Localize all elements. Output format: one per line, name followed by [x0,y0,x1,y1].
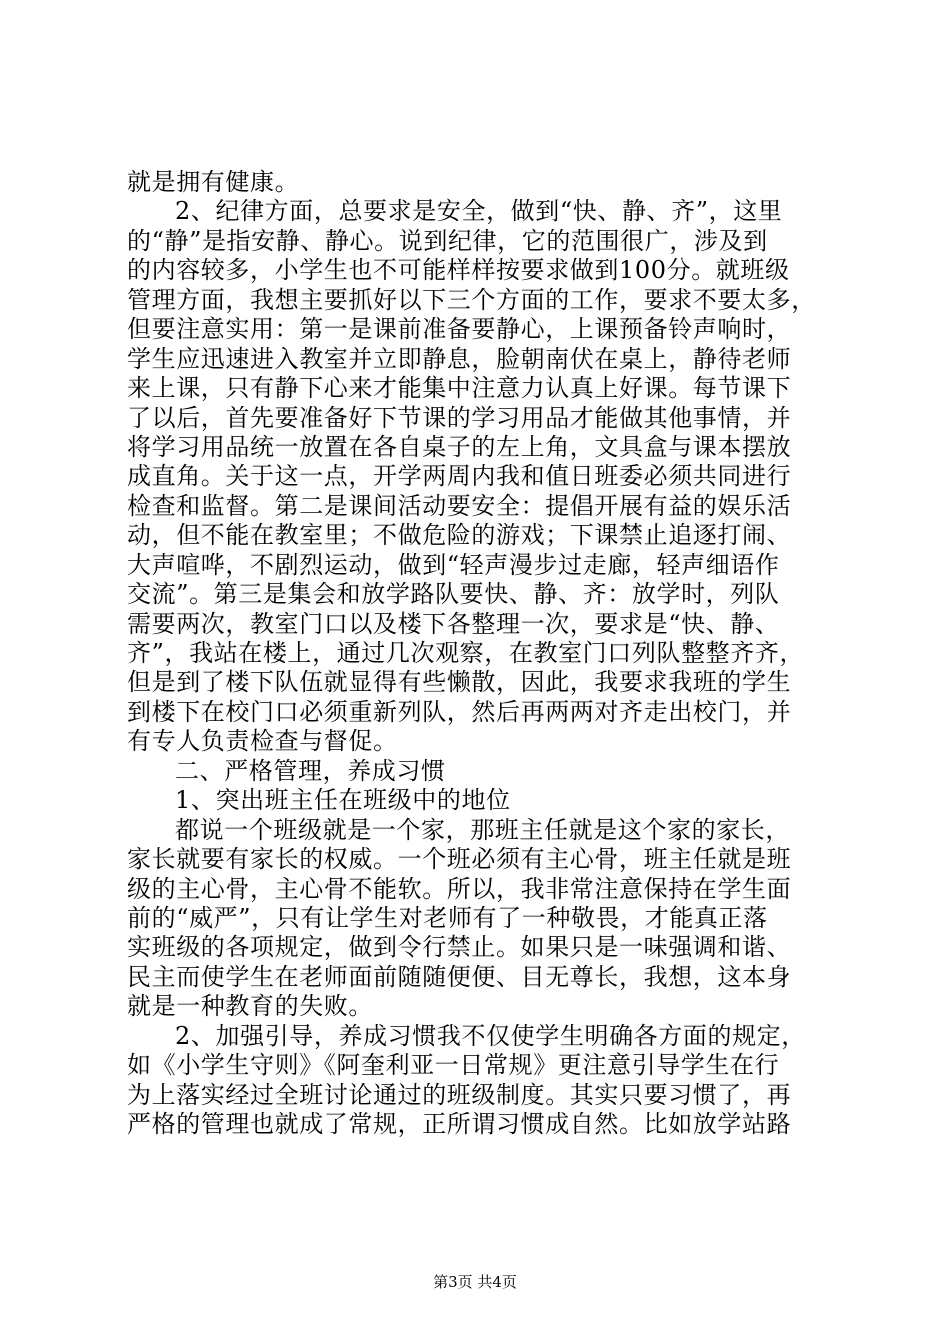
text-line: 就是一种教育的失败。 [127,992,373,1021]
text-line: 需要两次，教室门口以及楼下各整理一次，要求是“快、静、 [127,609,780,638]
text-line: 了以后，首先要准备好下节课的学习用品才能做其他事情，并 [127,403,792,432]
text-line: 都说一个班级就是一个家，那班主任就是这个家的家长， [175,815,790,844]
text-line: 到楼下在校门口必须重新列队，然后再两两对齐走出校门，并 [127,697,792,726]
text-line: 成直角。关于这一点，开学两周内我和值日班委必须共同进行 [127,462,792,491]
text-line: 严格的管理也就成了常规，正所谓习惯成自然。比如放学站路 [127,1110,792,1138]
text-line: 但要注意实用：第一是课前准备要静心，上课预备铃声响时， [127,315,792,344]
text-line: 2、加强引导，养成习惯我不仅使学生明确各方面的规定， [175,1021,806,1050]
text-line: 二、严格管理，养成习惯 [175,756,446,785]
text-line: 交流”。第三是集会和放学路队要快、静、齐：放学时，列队 [127,580,780,609]
page-footer: 第3页 共4页 [433,1273,517,1291]
text-line: 检查和监督。第二是课间活动要安全：提倡开展有益的娱乐活 [127,491,792,520]
text-line: 齐”，我站在楼上，通过几次观察，在教室门口列队整整齐齐， [127,639,805,667]
text-line: 的“静”是指安静、静心。说到纪律，它的范围很广，涉及到 [127,226,768,255]
document-body [127,168,832,1139]
text-line: 实班级的各项规定，做到令行禁止。如果只是一味强调和谐、 [127,933,792,962]
text-line: 但是到了楼下队伍就显得有些懒散，因此，我要求我班的学生 [127,668,792,697]
text-line: 级的主心骨，主心骨不能软。所以，我非常注意保持在学生面 [127,874,792,903]
text-line: 就是拥有健康。 [127,168,300,196]
text-line: 有专人负责检查与督促。 [127,727,398,756]
text-line: 将学习用品统一放置在各自桌子的左上角，文具盒与课本摆放 [127,432,792,461]
text-line: 大声喧哗，不剧烈运动，做到“轻声漫步过走廊，轻声细语作 [127,550,780,579]
text-line: 学生应迅速进入教室并立即静息，脸朝南伏在桌上，静待老师 [127,344,792,373]
text-line: 为上落实经过全班讨论通过的班级制度。其实只要习惯了，再 [127,1080,792,1109]
text-line: 1、突出班主任在班级中的地位 [175,786,511,815]
text-line: 管理方面，我想主要抓好以下三个方面的工作，要求不要太多， [127,285,816,314]
text-line: 前的“威严”，只有让学生对老师有了一种敬畏，才能真正落 [127,903,768,932]
text-line: 2、纪律方面，总要求是安全，做到“快、静、齐”，这里 [175,197,783,226]
text-line: 的内容较多，小学生也不可能样样按要求做到100分。就班级 [127,256,790,285]
text-line: 动，但不能在教室里；不做危险的游戏；下课禁止追逐打闹、 [127,521,792,550]
text-line: 如《小学生守则》《阿奎利亚一日常规》更注意引导学生在行 [127,1051,780,1080]
text-line: 民主而使学生在老师面前随随便便、目无尊长，我想，这本身 [127,962,792,991]
text-line: 来上课，只有静下心来才能集中注意力认真上好课。每节课下 [127,374,792,403]
text-line: 家长就要有家长的权威。一个班必须有主心骨，班主任就是班 [127,845,792,874]
